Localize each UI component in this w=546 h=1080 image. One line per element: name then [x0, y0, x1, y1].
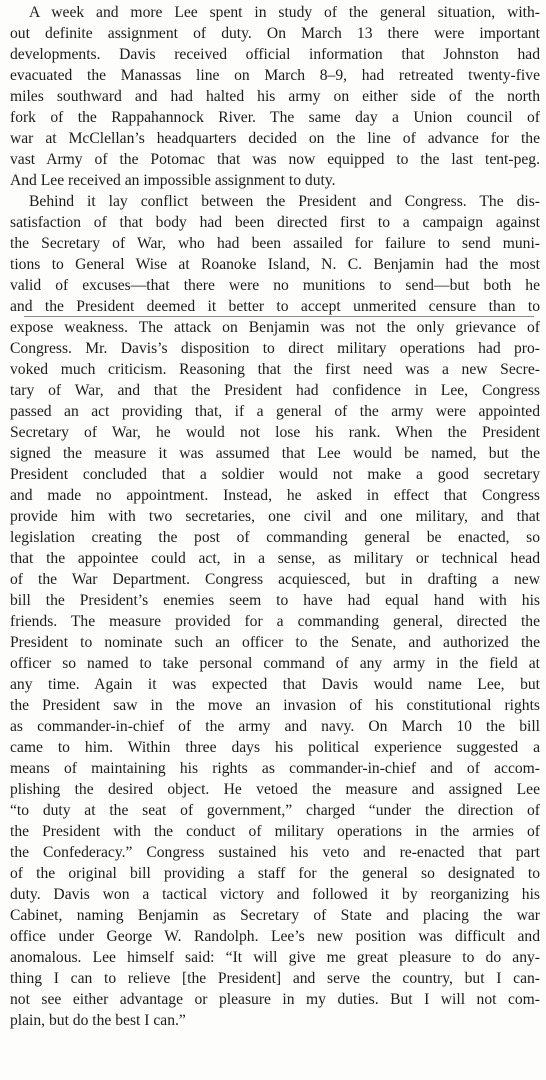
text-line: miles southward and had halted his army on either side of the north: [10, 88, 540, 105]
text-line: “to duty at the seat of government,” charged “under the direction of: [10, 802, 540, 819]
text-line: Behind it lay conflict between the President and Congress. The dis-: [29, 193, 540, 210]
text-line: out definite assignment of duty. On March 13 there were important: [10, 25, 540, 42]
text-line: Cabinet, naming Benjamin as Secretary of State and placing the war: [10, 907, 540, 924]
text-line: the President saw in the move an invasion of his constitutional rights: [10, 697, 540, 714]
text-line: satisfaction of that body had been directed first to a campaign against: [10, 214, 540, 231]
text-line: of the War Department. Congress acquiesced, but in drafting a new: [10, 571, 540, 588]
text-line: voked much criticism. Reasoning that the first need was a new Secre-: [10, 361, 540, 378]
text-line: fork of the Rappahannock River. The same day a Union council of: [10, 109, 540, 126]
text-line: expose weakness. The attack on Benjamin was not the only grievance of: [10, 319, 540, 336]
text-line: that the appointee could act, in a sense, as military or technical head: [10, 550, 540, 567]
text-line: the Secretary of War, who had been assailed for failure to send muni-: [10, 235, 540, 252]
text-line: means of maintaining his rights as commander-in-chief and of accom-: [10, 760, 540, 777]
text-line: signed the measure it was assumed that Lee would be named, but the: [10, 445, 540, 462]
text-line: And Lee received an impossible assignment to duty.: [10, 172, 336, 189]
text-line: valid of excuses—that there were no munitions to send—but both he: [10, 277, 540, 294]
text-line: developments. Davis received official information that Johnston had: [10, 46, 540, 63]
text-line: thing I can to relieve [the President] and serve the country, but I can-: [10, 970, 540, 987]
text-line: as commander-in-chief of the army and navy. On March 10 the bill: [10, 718, 540, 735]
text-line: friends. The measure provided for a commanding general, directed the: [10, 613, 540, 630]
text-line: tary of War, and that the President had confidence in Lee, Congress: [10, 382, 540, 399]
text-line: duty. Davis won a tactical victory and followed it by reorganizing his: [10, 886, 540, 903]
text-line: and the President deemed it better to accept unmerited censure than to: [10, 298, 540, 315]
text-line: Secretary of War, he would not lose his rank. When the President: [10, 424, 540, 441]
text-line: of the original bill providing a staff for the general so designated to: [10, 865, 540, 882]
text-line: Congress. Mr. Davis’s disposition to direct military operations had pro-: [10, 340, 540, 357]
text-line: vast Army of the Potomac that was now equipped to the last tent-peg.: [10, 151, 540, 168]
text-line: the Confederacy.” Congress sustained his veto and re-enacted that part: [10, 844, 540, 861]
text-line: office under George W. Randolph. Lee’s new position was difficult and: [10, 928, 540, 945]
text-line: plain, but do the best I can.”: [10, 1012, 186, 1029]
text-line: came to him. Within three days his political experience suggested a: [10, 739, 540, 756]
book-page: [10, 0, 540, 1080]
text-line: President to nominate such an officer to the Senate, and authorized the: [10, 634, 540, 651]
scan-line-artifact: [24, 316, 534, 317]
text-line: not see either advantage or pleasure in my duties. But I will not com-: [10, 991, 540, 1008]
text-line: bill the President’s enemies seem to have had equal hand with his: [10, 592, 540, 609]
text-line: officer so named to take personal command of any army in the field at: [10, 655, 540, 672]
text-line: war at McClellan’s headquarters decided on the line of advance for the: [10, 130, 540, 147]
text-line: tions to General Wise at Roanoke Island, N. C. Benjamin had the most: [10, 256, 540, 273]
text-line: A week and more Lee spent in study of the general situation, with-: [29, 4, 540, 21]
text-line: evacuated the Manassas line on March 8–9, had retreated twenty-five: [10, 67, 540, 84]
text-line: plishing the desired object. He vetoed the measure and assigned Lee: [10, 781, 540, 798]
text-line: anomalous. Lee himself said: “It will give me great pleasure to do any-: [10, 949, 540, 966]
text-line: passed an act providing that, if a general of the army were appointed: [10, 403, 540, 420]
text-line: provide him with two secretaries, one civil and one military, and that: [10, 508, 540, 525]
text-line: President concluded that a soldier would not make a good secretary: [10, 466, 540, 483]
text-line: any time. Again it was expected that Davis would name Lee, but: [10, 676, 540, 693]
text-line: legislation creating the post of commanding general be enacted, so: [10, 529, 540, 546]
text-line: and made no appointment. Instead, he asked in effect that Congress: [10, 487, 540, 504]
text-line: the President with the conduct of military operations in the armies of: [10, 823, 540, 840]
